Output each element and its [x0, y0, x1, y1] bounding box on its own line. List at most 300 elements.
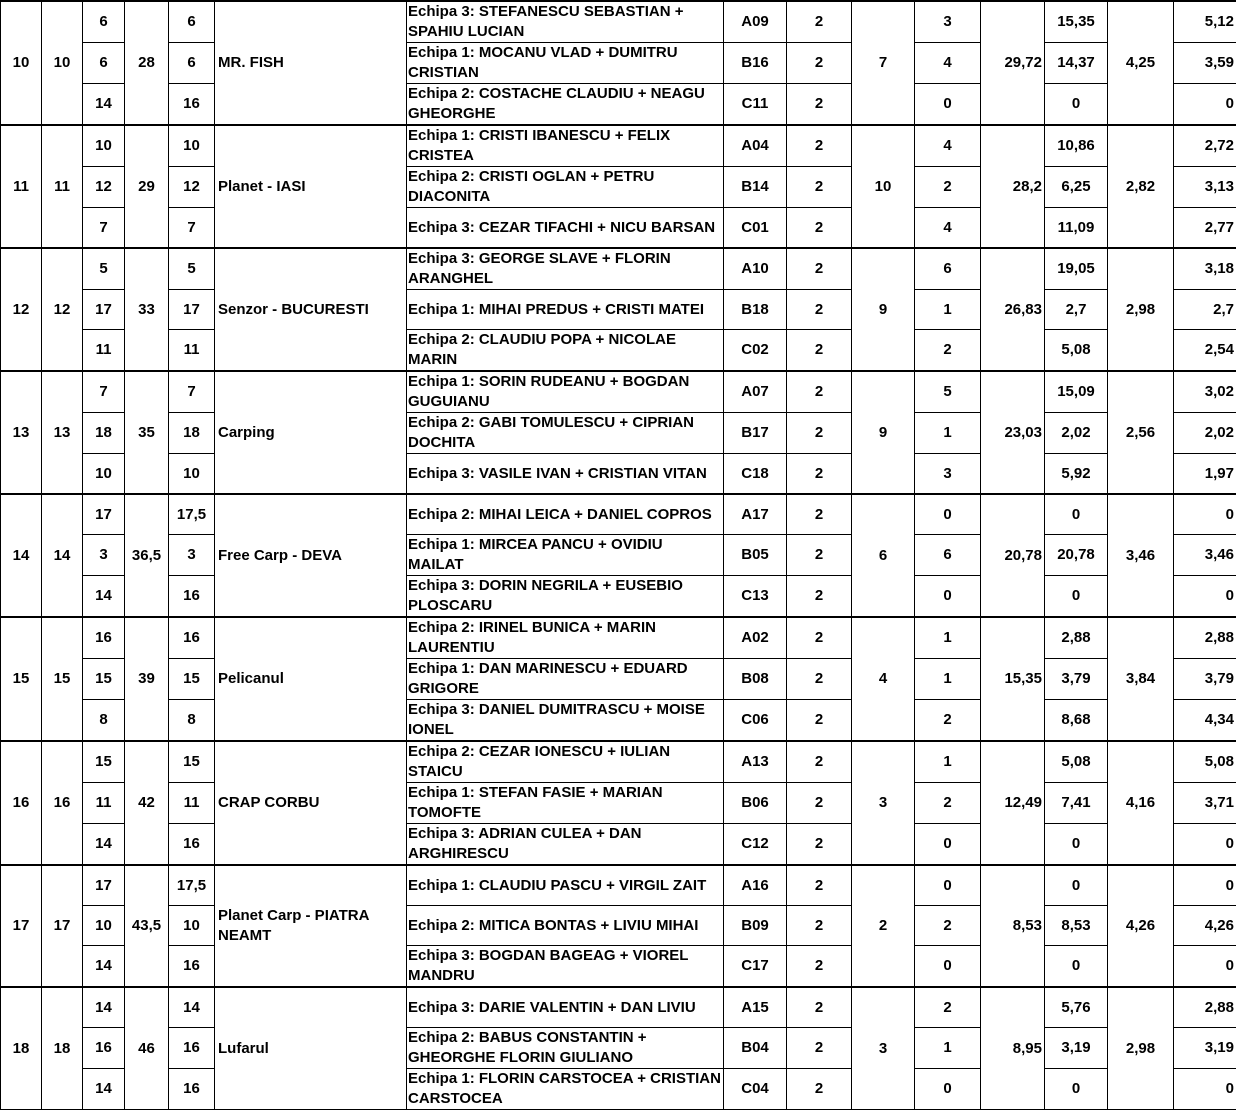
points-cell: 16	[169, 1028, 215, 1069]
weight-cell: 2,02	[1045, 413, 1108, 454]
table-row	[1, 576, 1236, 618]
team-average-cell: 3,84	[1108, 617, 1174, 741]
pair-name-cell: Echipa 3: ADRIAN CULEA + DAN ARGHIRESCU	[407, 824, 724, 866]
table-row	[1, 84, 1236, 126]
place-cell: 10	[83, 906, 125, 946]
place-cell: 14	[83, 824, 125, 866]
pair-name-cell: Echipa 3: DORIN NEGRILA + EUSEBIO PLOSCARU	[407, 576, 724, 618]
weight-cell: 2,88	[1045, 617, 1108, 659]
rank-cell-2: 15	[42, 617, 83, 741]
pair-name-cell: Echipa 2: CEZAR IONESCU + IULIAN STAICU	[407, 741, 724, 783]
sector-cell: C04	[724, 1069, 787, 1110]
team-fish-total-cell: 9	[852, 248, 915, 371]
team-weight-total-cell: 28,2	[981, 125, 1045, 248]
table-row	[1, 43, 1236, 84]
average-weight-cell: 0	[1174, 1069, 1236, 1110]
place-cell: 7	[83, 208, 125, 249]
points-cell: 10	[169, 454, 215, 495]
place-cell: 17	[83, 865, 125, 906]
pair-name-cell: Echipa 3: DANIEL DUMITRASCU + MOISE IONEL	[407, 700, 724, 742]
rods-cell: 2	[787, 84, 852, 126]
fish-count-cell: 1	[915, 617, 981, 659]
table-row	[1, 617, 1236, 659]
rods-cell: 2	[787, 1069, 852, 1110]
weight-cell: 10,86	[1045, 125, 1108, 167]
pair-name-cell: Echipa 1: MIHAI PREDUS + CRISTI MATEI	[407, 290, 724, 330]
rods-cell: 2	[787, 783, 852, 824]
table-row	[1, 946, 1236, 988]
pair-name-cell: Echipa 2: GABI TOMULESCU + CIPRIAN DOCHITA	[407, 413, 724, 454]
pair-name-cell: Echipa 2: COSTACHE CLAUDIU + NEAGU GHEORGHE	[407, 84, 724, 126]
rods-cell: 2	[787, 906, 852, 946]
rods-cell: 2	[787, 371, 852, 413]
team-name-cell: Planet - IASI	[215, 125, 407, 248]
place-cell: 5	[83, 248, 125, 290]
sector-cell: C06	[724, 700, 787, 742]
table-row	[1, 371, 1236, 413]
average-weight-cell: 0	[1174, 84, 1236, 126]
points-cell: 11	[169, 330, 215, 372]
sector-cell: B05	[724, 535, 787, 576]
fish-count-cell: 6	[915, 248, 981, 290]
average-weight-cell: 5,08	[1174, 741, 1236, 783]
points-cell: 15	[169, 659, 215, 700]
team-fish-total-cell: 10	[852, 125, 915, 248]
table-row	[1, 330, 1236, 372]
team-fish-total-cell: 3	[852, 987, 915, 1110]
table-row	[1, 535, 1236, 576]
weight-cell: 3,79	[1045, 659, 1108, 700]
rank-cell: 17	[1, 865, 42, 987]
place-cell: 18	[83, 413, 125, 454]
pair-name-cell: Echipa 1: MIRCEA PANCU + OVIDIU MAILAT	[407, 535, 724, 576]
table-row	[1, 413, 1236, 454]
rank-cell: 10	[1, 1, 42, 125]
table-row	[1, 659, 1236, 700]
points-cell: 8	[169, 700, 215, 742]
total-points-cell: 29	[125, 125, 169, 248]
rods-cell: 2	[787, 413, 852, 454]
average-weight-cell: 5,12	[1174, 1, 1236, 43]
pair-name-cell: Echipa 3: BOGDAN BAGEAG + VIOREL MANDRU	[407, 946, 724, 988]
rods-cell: 2	[787, 290, 852, 330]
points-cell: 15	[169, 741, 215, 783]
rods-cell: 2	[787, 248, 852, 290]
average-weight-cell: 0	[1174, 576, 1236, 618]
place-cell: 14	[83, 576, 125, 618]
rank-cell: 16	[1, 741, 42, 865]
team-weight-total-cell: 12,49	[981, 741, 1045, 865]
team-fish-total-cell: 9	[852, 371, 915, 494]
weight-cell: 7,41	[1045, 783, 1108, 824]
rods-cell: 2	[787, 987, 852, 1028]
points-cell: 10	[169, 906, 215, 946]
team-average-cell: 2,82	[1108, 125, 1174, 248]
weight-cell: 0	[1045, 946, 1108, 988]
sector-cell: A10	[724, 248, 787, 290]
sector-cell: C11	[724, 84, 787, 126]
sector-cell: C13	[724, 576, 787, 618]
place-cell: 10	[83, 125, 125, 167]
points-cell: 7	[169, 208, 215, 249]
sector-cell: B14	[724, 167, 787, 208]
team-average-cell: 4,26	[1108, 865, 1174, 987]
sector-cell: A09	[724, 1, 787, 43]
team-weight-total-cell: 29,72	[981, 1, 1045, 125]
team-fish-total-cell: 4	[852, 617, 915, 741]
place-cell: 17	[83, 290, 125, 330]
points-cell: 18	[169, 413, 215, 454]
team-weight-total-cell: 23,03	[981, 371, 1045, 494]
team-name-cell: Lufarul	[215, 987, 407, 1110]
team-fish-total-cell: 7	[852, 1, 915, 125]
team-name-cell: Planet Carp - PIATRA NEAMT	[215, 865, 407, 987]
sector-cell: A15	[724, 987, 787, 1028]
sector-cell: B06	[724, 783, 787, 824]
table-row	[1, 290, 1236, 330]
fish-count-cell: 0	[915, 84, 981, 126]
pair-name-cell: Echipa 2: MIHAI LEICA + DANIEL COPROS	[407, 494, 724, 535]
place-cell: 11	[83, 330, 125, 372]
fish-count-cell: 5	[915, 371, 981, 413]
place-cell: 7	[83, 371, 125, 413]
average-weight-cell: 0	[1174, 865, 1236, 906]
team-average-cell: 2,98	[1108, 987, 1174, 1110]
points-cell: 17	[169, 290, 215, 330]
sector-cell: B04	[724, 1028, 787, 1069]
team-name-cell: Carping	[215, 371, 407, 494]
team-name-cell: Senzor - BUCURESTI	[215, 248, 407, 371]
weight-cell: 8,53	[1045, 906, 1108, 946]
fish-count-cell: 6	[915, 535, 981, 576]
fish-count-cell: 0	[915, 576, 981, 618]
team-average-cell: 4,16	[1108, 741, 1174, 865]
average-weight-cell: 2,72	[1174, 125, 1236, 167]
place-cell: 15	[83, 659, 125, 700]
weight-cell: 6,25	[1045, 167, 1108, 208]
rods-cell: 2	[787, 43, 852, 84]
sector-cell: B18	[724, 290, 787, 330]
points-cell: 5	[169, 248, 215, 290]
team-average-cell: 3,46	[1108, 494, 1174, 617]
sector-cell: C02	[724, 330, 787, 372]
team-weight-total-cell: 20,78	[981, 494, 1045, 617]
points-cell: 17,5	[169, 865, 215, 906]
pair-name-cell: Echipa 1: FLORIN CARSTOCEA + CRISTIAN CARSTOCEA	[407, 1069, 724, 1110]
place-cell: 16	[83, 1028, 125, 1069]
team-fish-total-cell: 2	[852, 865, 915, 987]
table-row	[1, 125, 1236, 167]
average-weight-cell: 3,46	[1174, 535, 1236, 576]
rods-cell: 2	[787, 454, 852, 495]
place-cell: 16	[83, 617, 125, 659]
points-cell: 7	[169, 371, 215, 413]
average-weight-cell: 2,02	[1174, 413, 1236, 454]
points-cell: 12	[169, 167, 215, 208]
pair-name-cell: Echipa 2: IRINEL BUNICA + MARIN LAURENTIU	[407, 617, 724, 659]
average-weight-cell: 2,88	[1174, 987, 1236, 1028]
rods-cell: 2	[787, 741, 852, 783]
place-cell: 10	[83, 454, 125, 495]
average-weight-cell: 3,02	[1174, 371, 1236, 413]
pair-name-cell: Echipa 1: CLAUDIU PASCU + VIRGIL ZAIT	[407, 865, 724, 906]
fish-count-cell: 0	[915, 494, 981, 535]
pair-name-cell: Echipa 2: MITICA BONTAS + LIVIU MIHAI	[407, 906, 724, 946]
weight-cell: 20,78	[1045, 535, 1108, 576]
total-points-cell: 33	[125, 248, 169, 371]
weight-cell: 15,35	[1045, 1, 1108, 43]
average-weight-cell: 0	[1174, 946, 1236, 988]
weight-cell: 0	[1045, 1069, 1108, 1110]
fish-count-cell: 0	[915, 865, 981, 906]
weight-cell: 0	[1045, 576, 1108, 618]
rank-cell: 14	[1, 494, 42, 617]
fish-count-cell: 3	[915, 454, 981, 495]
total-points-cell: 39	[125, 617, 169, 741]
team-average-cell: 4,25	[1108, 1, 1174, 125]
pair-name-cell: Echipa 1: SORIN RUDEANU + BOGDAN GUGUIANU	[407, 371, 724, 413]
weight-cell: 5,08	[1045, 741, 1108, 783]
sector-cell: A04	[724, 125, 787, 167]
table-row	[1, 1, 1236, 43]
weight-cell: 14,37	[1045, 43, 1108, 84]
points-cell: 14	[169, 987, 215, 1028]
place-cell: 11	[83, 783, 125, 824]
pair-name-cell: Echipa 2: CLAUDIU POPA + NICOLAE MARIN	[407, 330, 724, 372]
sector-cell: C12	[724, 824, 787, 866]
points-cell: 16	[169, 84, 215, 126]
average-weight-cell: 3,18	[1174, 248, 1236, 290]
points-cell: 16	[169, 617, 215, 659]
rods-cell: 2	[787, 824, 852, 866]
table-row	[1, 783, 1236, 824]
fish-count-cell: 0	[915, 946, 981, 988]
team-weight-total-cell: 8,53	[981, 865, 1045, 987]
rods-cell: 2	[787, 617, 852, 659]
weight-cell: 5,76	[1045, 987, 1108, 1028]
rank-cell: 15	[1, 617, 42, 741]
rank-cell: 11	[1, 125, 42, 248]
average-weight-cell: 4,26	[1174, 906, 1236, 946]
rank-cell-2: 10	[42, 1, 83, 125]
pair-name-cell: Echipa 3: GEORGE SLAVE + FLORIN ARANGHEL	[407, 248, 724, 290]
rods-cell: 2	[787, 330, 852, 372]
weight-cell: 5,92	[1045, 454, 1108, 495]
points-cell: 6	[169, 1, 215, 43]
rank-cell-2: 14	[42, 494, 83, 617]
place-cell: 14	[83, 84, 125, 126]
table-row	[1, 167, 1236, 208]
points-cell: 16	[169, 824, 215, 866]
table-row	[1, 741, 1236, 783]
rank-cell-2: 12	[42, 248, 83, 371]
average-weight-cell: 1,97	[1174, 454, 1236, 495]
pair-name-cell: Echipa 1: MOCANU VLAD + DUMITRU CRISTIAN	[407, 43, 724, 84]
team-name-cell: CRAP CORBU	[215, 741, 407, 865]
points-cell: 16	[169, 946, 215, 988]
points-cell: 17,5	[169, 494, 215, 535]
team-name-cell: MR. FISH	[215, 1, 407, 125]
rods-cell: 2	[787, 535, 852, 576]
rank-cell: 18	[1, 987, 42, 1110]
table-row	[1, 906, 1236, 946]
weight-cell: 19,05	[1045, 248, 1108, 290]
weight-cell: 8,68	[1045, 700, 1108, 742]
sector-cell: A02	[724, 617, 787, 659]
weight-cell: 0	[1045, 865, 1108, 906]
weight-cell: 0	[1045, 494, 1108, 535]
points-cell: 16	[169, 576, 215, 618]
average-weight-cell: 2,54	[1174, 330, 1236, 372]
average-weight-cell: 4,34	[1174, 700, 1236, 742]
pair-name-cell: Echipa 1: CRISTI IBANESCU + FELIX CRISTEA	[407, 125, 724, 167]
rank-cell: 12	[1, 248, 42, 371]
rank-cell-2: 11	[42, 125, 83, 248]
place-cell: 12	[83, 167, 125, 208]
table-row	[1, 824, 1236, 866]
rods-cell: 2	[787, 865, 852, 906]
team-weight-total-cell: 26,83	[981, 248, 1045, 371]
sector-cell: A07	[724, 371, 787, 413]
table-row	[1, 700, 1236, 742]
fish-count-cell: 0	[915, 1069, 981, 1110]
pair-name-cell: Echipa 3: STEFANESCU SEBASTIAN + SPAHIU LUCIAN	[407, 1, 724, 43]
sector-cell: B17	[724, 413, 787, 454]
average-weight-cell: 3,79	[1174, 659, 1236, 700]
fish-count-cell: 2	[915, 700, 981, 742]
table-row	[1, 208, 1236, 249]
fish-count-cell: 1	[915, 413, 981, 454]
rods-cell: 2	[787, 946, 852, 988]
place-cell: 17	[83, 494, 125, 535]
weight-cell: 0	[1045, 84, 1108, 126]
fish-count-cell: 1	[915, 659, 981, 700]
table-row	[1, 1069, 1236, 1110]
points-cell: 16	[169, 1069, 215, 1110]
rods-cell: 2	[787, 659, 852, 700]
sector-cell: B08	[724, 659, 787, 700]
place-cell: 14	[83, 946, 125, 988]
average-weight-cell: 3,19	[1174, 1028, 1236, 1069]
table-row	[1, 987, 1236, 1028]
pair-name-cell: Echipa 1: STEFAN FASIE + MARIAN TOMOFTE	[407, 783, 724, 824]
total-points-cell: 35	[125, 371, 169, 494]
team-average-cell: 2,98	[1108, 248, 1174, 371]
weight-cell: 11,09	[1045, 208, 1108, 249]
points-cell: 3	[169, 535, 215, 576]
place-cell: 14	[83, 987, 125, 1028]
rods-cell: 2	[787, 1028, 852, 1069]
rods-cell: 2	[787, 576, 852, 618]
weight-cell: 2,7	[1045, 290, 1108, 330]
rods-cell: 2	[787, 1, 852, 43]
average-weight-cell: 2,7	[1174, 290, 1236, 330]
place-cell: 8	[83, 700, 125, 742]
table-row	[1, 494, 1236, 535]
fish-count-cell: 1	[915, 741, 981, 783]
rods-cell: 2	[787, 494, 852, 535]
sector-cell: C18	[724, 454, 787, 495]
place-cell: 15	[83, 741, 125, 783]
fish-count-cell: 2	[915, 167, 981, 208]
table-row	[1, 454, 1236, 495]
rank-cell: 13	[1, 371, 42, 494]
average-weight-cell: 0	[1174, 494, 1236, 535]
fish-count-cell: 1	[915, 290, 981, 330]
fish-count-cell: 2	[915, 783, 981, 824]
rods-cell: 2	[787, 208, 852, 249]
fish-count-cell: 4	[915, 125, 981, 167]
average-weight-cell: 2,88	[1174, 617, 1236, 659]
results-body	[1, 1, 1236, 1110]
total-points-cell: 46	[125, 987, 169, 1110]
table-row	[1, 865, 1236, 906]
sector-cell: B16	[724, 43, 787, 84]
rank-cell-2: 16	[42, 741, 83, 865]
fish-count-cell: 4	[915, 208, 981, 249]
place-cell: 3	[83, 535, 125, 576]
average-weight-cell: 3,13	[1174, 167, 1236, 208]
team-fish-total-cell: 6	[852, 494, 915, 617]
place-cell: 6	[83, 43, 125, 84]
place-cell: 6	[83, 1, 125, 43]
total-points-cell: 28	[125, 1, 169, 125]
average-weight-cell: 3,59	[1174, 43, 1236, 84]
total-points-cell: 43,5	[125, 865, 169, 987]
sector-cell: A13	[724, 741, 787, 783]
rods-cell: 2	[787, 125, 852, 167]
pair-name-cell: Echipa 3: VASILE IVAN + CRISTIAN VITAN	[407, 454, 724, 495]
fish-count-cell: 2	[915, 906, 981, 946]
points-cell: 6	[169, 43, 215, 84]
fish-count-cell: 0	[915, 824, 981, 866]
team-average-cell: 2,56	[1108, 371, 1174, 494]
fish-count-cell: 2	[915, 987, 981, 1028]
team-name-cell: Free Carp - DEVA	[215, 494, 407, 617]
table-row	[1, 248, 1236, 290]
total-points-cell: 42	[125, 741, 169, 865]
pair-name-cell: Echipa 3: DARIE VALENTIN + DAN LIVIU	[407, 987, 724, 1028]
sector-cell: A16	[724, 865, 787, 906]
weight-cell: 15,09	[1045, 371, 1108, 413]
sector-cell: B09	[724, 906, 787, 946]
average-weight-cell: 2,77	[1174, 208, 1236, 249]
team-fish-total-cell: 3	[852, 741, 915, 865]
weight-cell: 5,08	[1045, 330, 1108, 372]
fish-count-cell: 1	[915, 1028, 981, 1069]
team-weight-total-cell: 15,35	[981, 617, 1045, 741]
points-cell: 11	[169, 783, 215, 824]
average-weight-cell: 0	[1174, 824, 1236, 866]
team-name-cell: Pelicanul	[215, 617, 407, 741]
place-cell: 14	[83, 1069, 125, 1110]
fish-count-cell: 3	[915, 1, 981, 43]
points-cell: 10	[169, 125, 215, 167]
sector-cell: C01	[724, 208, 787, 249]
weight-cell: 3,19	[1045, 1028, 1108, 1069]
rank-cell-2: 13	[42, 371, 83, 494]
sector-cell: C17	[724, 946, 787, 988]
fish-count-cell: 2	[915, 330, 981, 372]
weight-cell: 0	[1045, 824, 1108, 866]
rank-cell-2: 17	[42, 865, 83, 987]
fish-count-cell: 4	[915, 43, 981, 84]
table-row	[1, 1028, 1236, 1069]
rods-cell: 2	[787, 700, 852, 742]
sector-cell: A17	[724, 494, 787, 535]
total-points-cell: 36,5	[125, 494, 169, 617]
pair-name-cell: Echipa 2: BABUS CONSTANTIN + GHEORGHE FLORIN GIULIANO	[407, 1028, 724, 1069]
